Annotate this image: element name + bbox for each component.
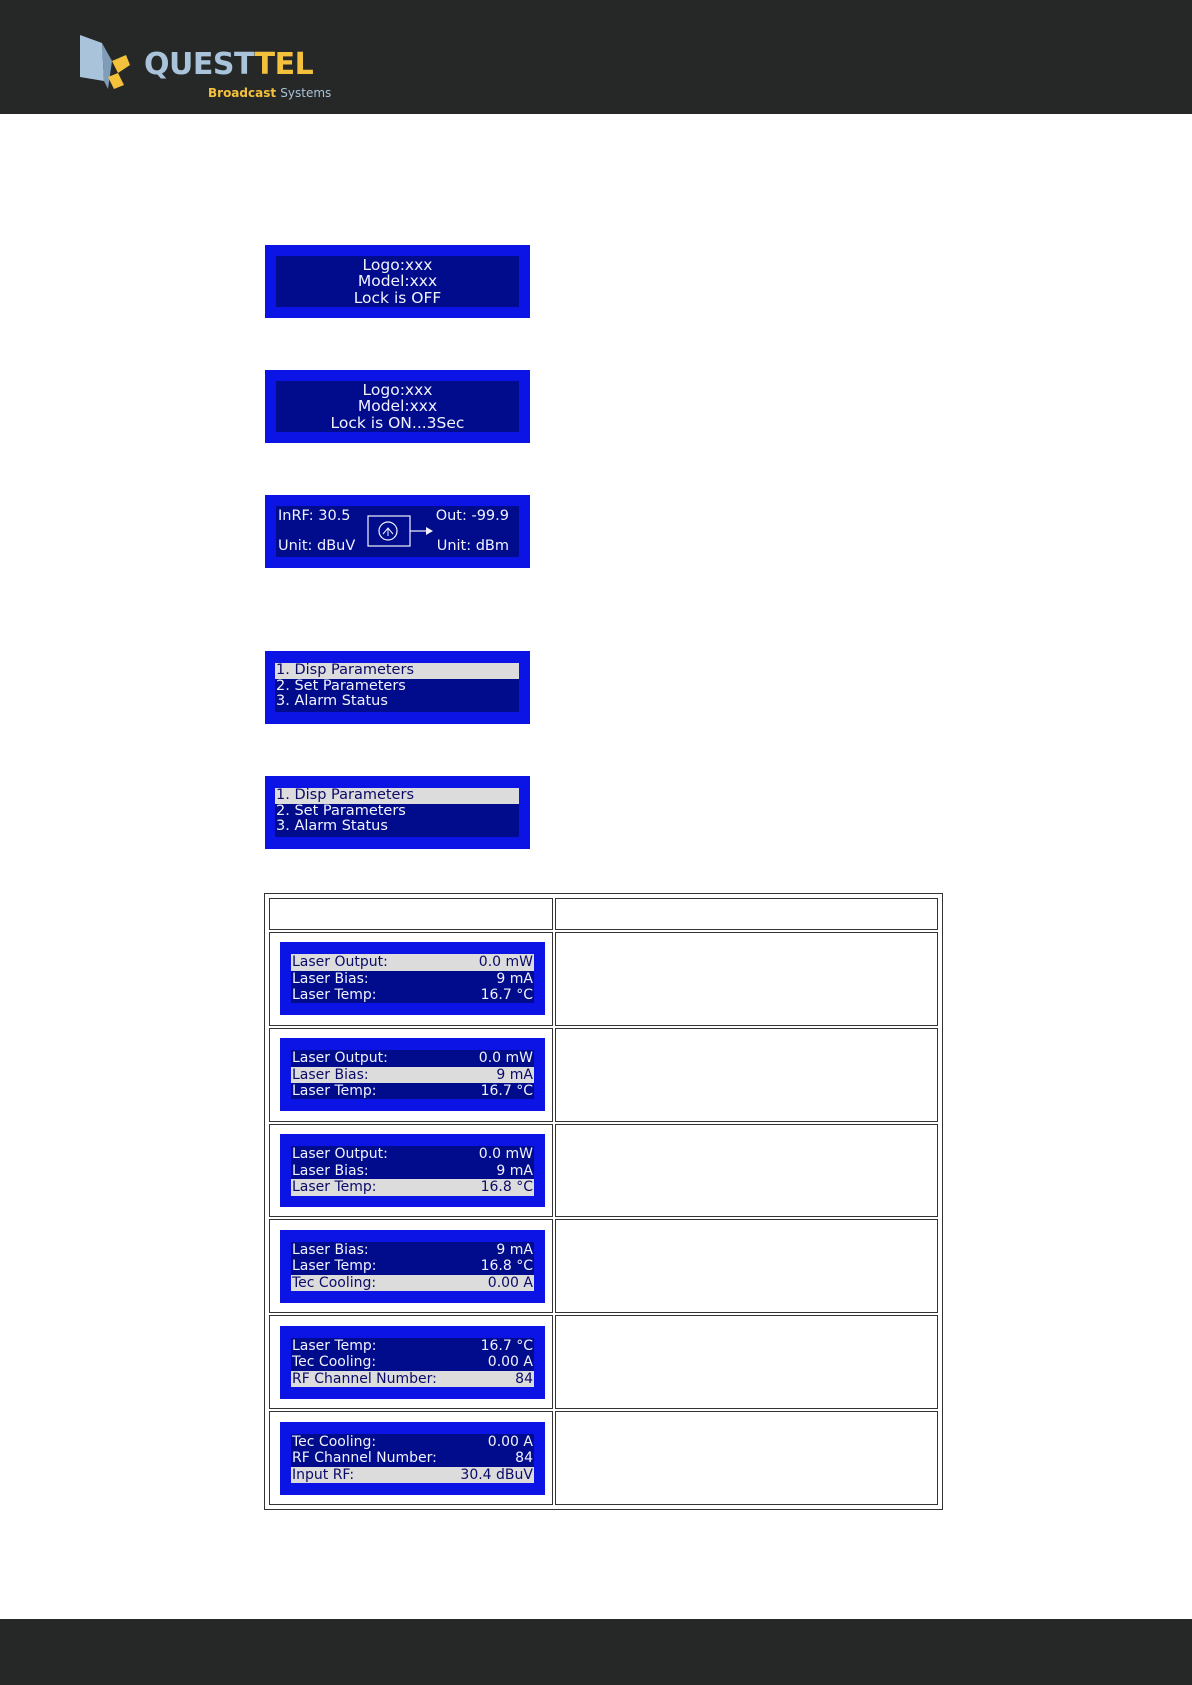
lcd-line: Logo:xxx [362,380,433,399]
parameter-value: 30.4 dBuV [460,1466,533,1483]
parameter-value: 0.00 A [487,1433,533,1450]
parameter-label: Laser Bias: [292,1162,369,1179]
menu-item-alarm-status[interactable]: 3. Alarm Status [276,818,388,834]
description-cell [555,1315,938,1409]
lcd-main-menu-selected [265,776,530,849]
parameter-value: 16.7 °C [480,1337,533,1354]
parameter-line [291,1067,534,1084]
lcd-line: Logo:xxx [362,255,433,274]
output-reading: Out: -99.9 [435,508,509,524]
description-cell [555,1124,938,1218]
parameter-label: Input RF: [292,1466,355,1483]
lcd-line: Lock is ON...3Sec [330,413,465,432]
lcd-cell [269,1124,553,1218]
parameter-value: 16.7 °C [480,987,533,1004]
parameter-label: Tec Cooling: [292,1354,377,1371]
parameter-label: Laser Output: [292,1146,388,1163]
parameter-line [291,1354,534,1371]
lcd-cell [269,1315,553,1409]
parameter-line [291,971,534,988]
parameter-label: Laser Temp: [292,987,377,1004]
table-row [269,1124,938,1218]
menu-item-alarm-status[interactable]: 3. Alarm Status [276,693,388,709]
lcd-cell [269,1028,553,1122]
description-cell [555,1411,938,1505]
input-unit: Unit: dBuV [278,538,356,554]
lcd-boot-lock-off [265,245,530,318]
parameter-line [291,1338,534,1355]
lcd-parameter-screen [280,1134,545,1207]
menu-item-set-parameters[interactable]: 2. Set Parameters [276,677,406,694]
parameter-label: Laser Output: [292,954,388,971]
page-header [0,0,1192,114]
parameter-value: 0.0 mW [478,954,533,971]
parameter-value: 9 mA [496,970,533,987]
lcd-line: Lock is OFF [353,288,442,307]
parameter-label: Laser Output: [292,1050,388,1067]
parameter-line [291,1371,534,1388]
menu-item-set-parameters[interactable]: 2. Set Parameters [276,802,406,819]
parameter-line [291,1242,534,1259]
parameter-label: Laser Temp: [292,1083,377,1100]
lcd-parameter-screen [280,1326,545,1399]
menu-item-disp-parameters[interactable]: 1. Disp Parameters [275,663,519,679]
table-row [269,932,938,1026]
table-header-cell [269,898,553,930]
parameter-label: Laser Temp: [292,1337,377,1354]
parameter-value: 16.8 °C [480,1179,533,1196]
table-header-cell [555,898,938,930]
lcd-cell [269,1411,553,1505]
brand-tagline: Broadcast Systems [208,86,332,100]
parameter-label: Tec Cooling: [292,1274,377,1291]
logo-mark-icon [78,33,138,95]
parameter-label: Laser Temp: [292,1258,377,1275]
parameter-value: 0.00 A [487,1354,533,1371]
parameter-line [291,954,534,971]
parameter-line [291,1083,534,1100]
parameter-value: 0.0 mW [478,1050,533,1067]
parameter-value: 9 mA [496,1241,533,1258]
parameter-line [291,1050,534,1067]
lcd-parameter-screen [280,1230,545,1303]
parameter-line [291,1275,534,1292]
output-unit: Unit: dBm [436,538,509,554]
lcd-parameter-screen [280,1038,545,1111]
parameter-line [291,987,534,1004]
description-cell [555,1028,938,1122]
lcd-parameter-screen [280,1422,545,1495]
input-rf-reading: InRF: 30.5 [278,508,351,524]
lcd-line: Model:xxx [357,272,438,291]
lcd-cell [269,932,553,1026]
parameter-value: 9 mA [496,1162,533,1179]
parameter-line [291,1434,534,1451]
lcd-line: Model:xxx [357,397,438,416]
table-row [269,1028,938,1122]
parameter-label: Laser Bias: [292,970,369,987]
parameter-label: Tec Cooling: [292,1433,377,1450]
parameter-line [291,1450,534,1467]
parameter-line [291,1146,534,1163]
table-row [269,1315,938,1409]
parameter-label: RF Channel Number: [292,1450,437,1467]
parameter-value: 84 [515,1450,533,1467]
lcd-cell [269,1219,553,1313]
parameter-label: RF Channel Number: [292,1370,437,1387]
description-cell [555,932,938,1026]
parameter-line [291,1467,534,1484]
lcd-boot-lock-on [265,370,530,443]
parameter-line [291,1163,534,1180]
parameter-value: 84 [515,1370,533,1387]
brand-name: QUESTTEL [144,47,314,82]
parameter-line [291,1179,534,1196]
lcd-status-screen [265,495,530,568]
page-footer [0,1619,1192,1685]
parameter-label: Laser Bias: [292,1066,369,1083]
parameter-value: 16.7 °C [480,1083,533,1100]
questtel-logo [78,33,332,103]
parameter-value: 0.0 mW [478,1146,533,1163]
parameter-value: 16.8 °C [480,1258,533,1275]
table-row [269,1219,938,1313]
menu-item-disp-parameters[interactable]: 1. Disp Parameters [275,788,519,804]
table-header-row [269,898,938,930]
amplifier-block-icon [366,514,436,548]
parameter-line [291,1258,534,1275]
parameter-value: 9 mA [496,1066,533,1083]
description-cell [555,1219,938,1313]
table-row [269,1411,938,1505]
parameter-label: Laser Temp: [292,1179,377,1196]
parameter-label: Laser Bias: [292,1241,369,1258]
lcd-main-menu [265,651,530,724]
lcd-parameter-screen [280,942,545,1015]
display-parameters-table [264,893,943,1510]
parameter-value: 0.00 A [487,1274,533,1291]
